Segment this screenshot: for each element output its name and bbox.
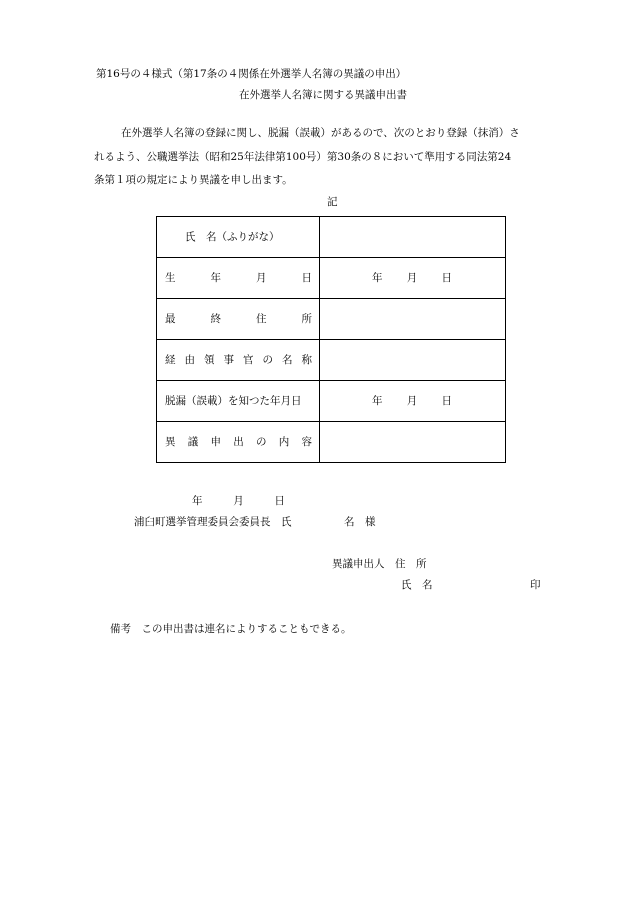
- submission-date: [192, 496, 285, 507]
- birth-label-char: 月: [256, 271, 267, 284]
- day-char: 日: [441, 271, 452, 284]
- year-char: 年: [372, 394, 383, 407]
- day-char: 日: [441, 394, 452, 407]
- birth-label-char: 年: [210, 271, 221, 284]
- body-paragraph-line-2: れるよう、公職選挙法（昭和25年法律第100号）第30条の８において準用する同法第24: [94, 151, 512, 163]
- body-paragraph-line-3: 条第１項の規定により異議を申し出ます。: [94, 174, 293, 186]
- address-label-char: 終: [210, 312, 221, 325]
- consul-label-cell: [157, 340, 320, 381]
- address-label-cell: [157, 299, 320, 340]
- table-row-consul: [157, 340, 506, 381]
- date-year-char: 年: [192, 495, 203, 507]
- month-char: 月: [406, 271, 418, 284]
- table-row-name: [157, 217, 506, 258]
- content-value-cell[interactable]: [320, 422, 506, 463]
- table-row-birth: [157, 258, 506, 299]
- document-title: 在外選挙人名簿に関する異議申出書: [239, 89, 407, 101]
- applicant-name-label: 氏 名: [401, 579, 433, 591]
- address-label-char: 住: [256, 312, 267, 325]
- birth-label-cell: [157, 258, 320, 299]
- date-month-char: 月: [233, 495, 244, 507]
- month-char: 月: [406, 394, 418, 407]
- birth-label-char: 生: [165, 271, 176, 284]
- consul-label-char: 領: [204, 353, 215, 366]
- address-label-char: 所: [301, 312, 312, 325]
- address-label-char: 最: [165, 312, 176, 325]
- name-value-cell[interactable]: [320, 217, 506, 258]
- form-number-title: 第16号の４様式（第17条の４関係在外選挙人名簿の異議の申出）: [96, 68, 407, 80]
- consul-label-char: 経: [165, 353, 176, 366]
- remark-note: 備考 この申出書は連名によりすることもできる。: [110, 623, 352, 635]
- table-row-content: [157, 422, 506, 463]
- content-label-cell: [157, 422, 320, 463]
- consul-label-char: 称: [301, 353, 312, 366]
- year-char: 年: [372, 271, 383, 284]
- objection-form-table: [156, 216, 506, 463]
- addressee-line: 浦臼町選挙管理委員会委員長 氏 名 様: [134, 516, 376, 528]
- content-label-char: の: [256, 435, 267, 448]
- content-label-char: 内: [278, 435, 290, 448]
- name-label-cell: [157, 217, 320, 258]
- omission-label-cell: [157, 381, 320, 422]
- consul-label-char: 由: [184, 353, 195, 366]
- address-value-cell[interactable]: [320, 299, 506, 340]
- seal-mark: 印: [530, 579, 541, 591]
- date-day-char: 日: [274, 495, 285, 507]
- applicant-address-label: 異議申出人 住 所: [332, 558, 427, 570]
- content-label-char: 申: [210, 435, 221, 448]
- omission-value-cell[interactable]: [320, 381, 506, 422]
- name-label: 氏 名（ふりがな）: [185, 230, 280, 243]
- birth-label-char: 日: [301, 271, 312, 284]
- body-paragraph-line-1: 在外選挙人名簿の登録に関し、脱漏（誤載）があるので、次のとおり登録（抹消）さ: [121, 127, 520, 139]
- table-row-omission: [157, 381, 506, 422]
- content-label-char: 容: [301, 435, 312, 448]
- consul-label-char: の: [262, 353, 273, 366]
- consul-label-char: 事: [223, 353, 234, 366]
- consul-label-char: 名: [282, 353, 293, 366]
- table-row-address: [157, 299, 506, 340]
- birth-value-cell[interactable]: [320, 258, 506, 299]
- content-label-char: 出: [233, 435, 244, 448]
- ki-heading: 記: [327, 196, 338, 208]
- consul-label-char: 官: [243, 353, 254, 366]
- content-label-char: 異: [165, 435, 176, 448]
- content-label-char: 議: [187, 435, 199, 448]
- omission-label: 脱漏（誤載）を知つた年月日: [165, 394, 302, 407]
- consul-value-cell[interactable]: [320, 340, 506, 381]
